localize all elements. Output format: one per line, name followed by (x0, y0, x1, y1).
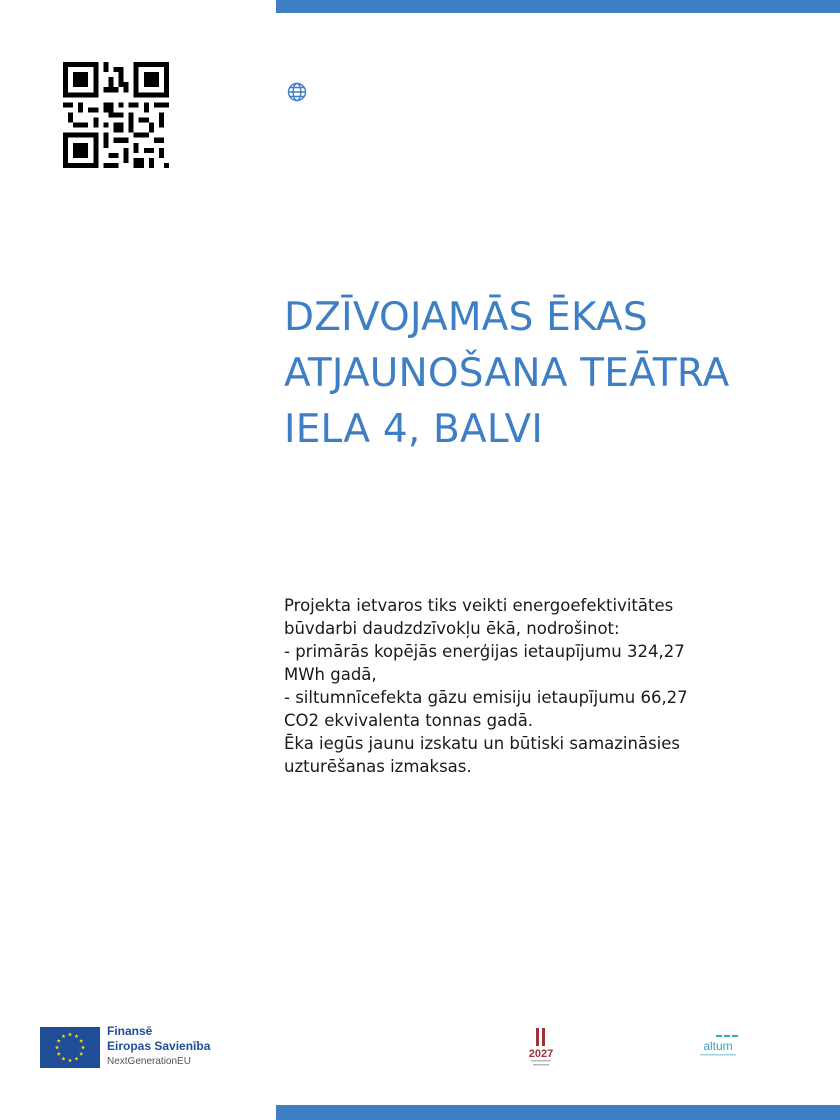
page-title (284, 290, 824, 458)
description-line: uzturēšanas izmaksas. (284, 757, 472, 776)
bottom-accent-bar (276, 1105, 840, 1120)
title-line-2: ATJAUNOŠANA TEĀTRA (284, 351, 730, 396)
top-accent-bar (276, 0, 840, 13)
plan-2027-logo (524, 1026, 558, 1068)
project-description (284, 594, 804, 778)
plan-year: 2027 (528, 1048, 554, 1060)
altum-name: altum (703, 1039, 733, 1053)
altum-logo (694, 1033, 742, 1059)
description-line: Ēka iegūs jaunu izskatu un būtiski samazināsies (284, 734, 681, 753)
eu-nextgen-label: NextGenerationEU (107, 1056, 191, 1067)
eu-finanse-label: Finansē (107, 1024, 153, 1038)
eu-text (107, 1024, 267, 1070)
eu-union-label: Eiropas Savienība (107, 1039, 211, 1053)
description-line: - siltumnīcefekta gāzu emisiju ietaupījumu 66,27 (284, 688, 688, 707)
eu-flag-icon (40, 1027, 100, 1068)
description-line: - primārās kopējās enerģijas ietaupījumu 324,27 (284, 642, 685, 661)
globe-icon[interactable] (287, 82, 307, 102)
title-line-1: DZĪVOJAMĀS ĒKAS (284, 295, 648, 340)
description-line: MWh gadā, (284, 665, 377, 684)
title-line-3: IELA 4, BALVI (284, 407, 544, 452)
description-line: būvdarbi daudzdzīvokļu ēkā, nodrošinot: (284, 619, 620, 638)
qr-code-icon[interactable] (63, 62, 169, 168)
description-line: Projekta ietvaros tiks veikti energoefektivitātes (284, 596, 674, 615)
description-line: CO2 ekvivalenta tonnas gadā. (284, 711, 534, 730)
